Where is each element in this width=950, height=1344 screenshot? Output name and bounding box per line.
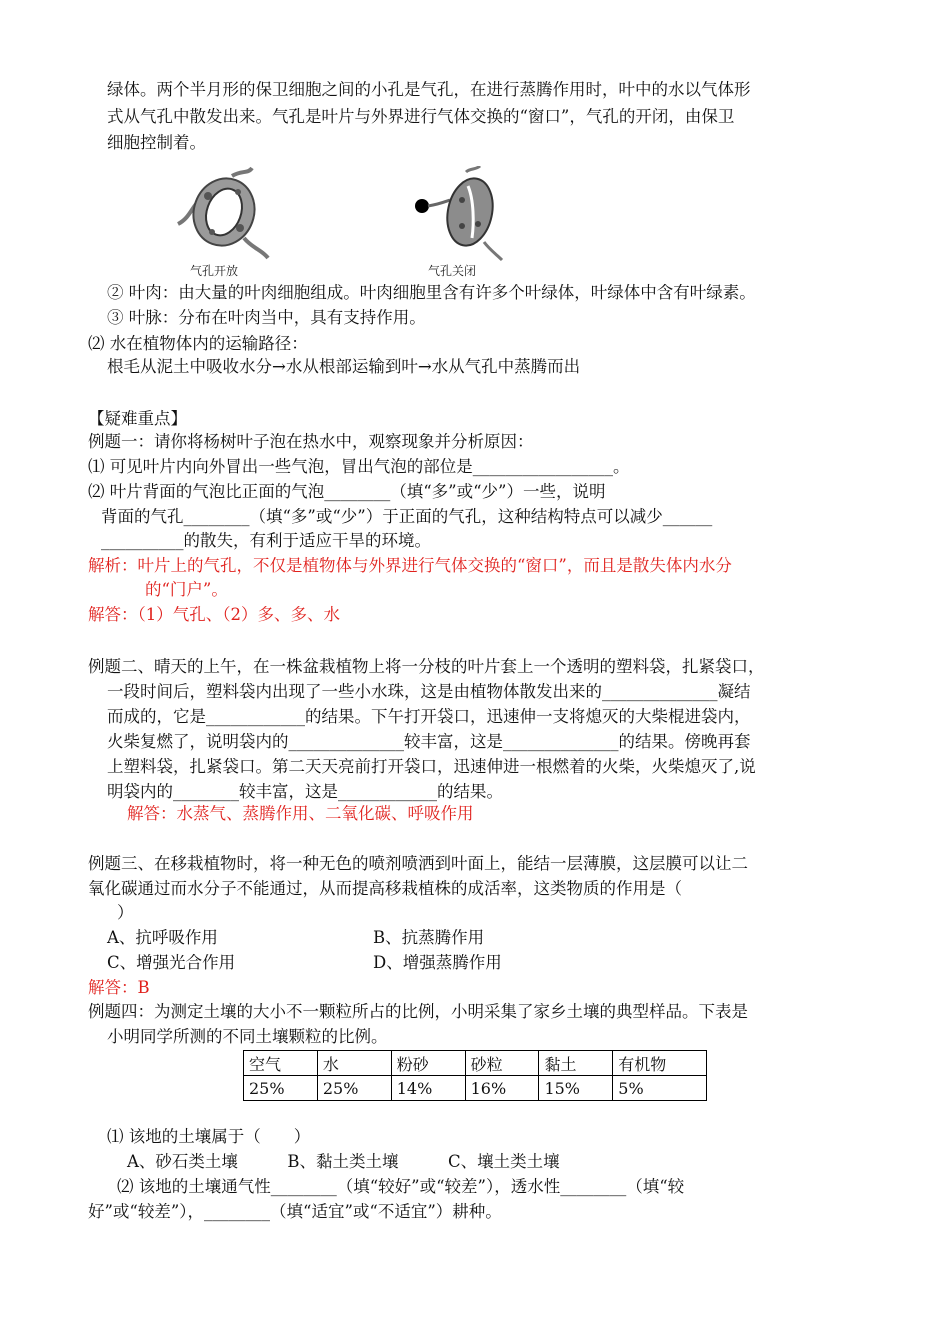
stomata-open-caption: 气孔开放 [190,264,239,278]
ex1-sub-1: ⑴ 可见叶片内向外冒出一些气泡，冒出气泡的部位是_________________。 [88,457,630,476]
table-cell: 16% [465,1076,539,1101]
intro-line-3: 细胞控制着。 [107,133,206,152]
ex4-question-1: ⑴ 该地的土壤属于（ ） [107,1127,311,1146]
section-title: 【疑难重点】 [88,409,187,428]
ex3-line-1: 例题三、在移栽植物时，将一种无色的喷剂喷洒到叶面上，能结一层薄膜，这层膜可以让二 [88,854,748,873]
ex3-option-c: C、增强光合作用 [107,953,236,972]
ex3-option-d: D、增强蒸腾作用 [373,953,502,972]
table-cell: 25% [317,1076,391,1101]
stomata-closed-figure [410,166,520,262]
ex3-option-b: B、抗蒸腾作用 [373,928,485,947]
table-cell: 14% [391,1076,465,1101]
table-header-cell: 粉砂 [391,1051,465,1076]
ex2-line-6: 明袋内的________较丰富，这是____________的结果。 [107,782,503,801]
ex1-answer: 解答：（1）气孔、（2）多、多、水 [88,605,340,624]
ex2-answer: 解答：水蒸气、蒸腾作用、二氧化碳、呼吸作用 [127,804,474,823]
ex3-line-3: ） [117,903,134,922]
ex2-line-5: 上塑料袋，扎紧袋口。第二天天亮前打开袋口，迅速伸进一根燃着的火柴，火柴熄灭了,说 [107,757,756,776]
ex2-line-4: 火柴复燃了，说明袋内的______________较丰富，这是______________的结果。傍晚再套 [107,732,751,751]
ex4-question-2a: ⑵ 该地的土壤通气性________（填“较好”或“较差”），透水性________（填“较 [117,1177,685,1196]
ex1-sub-2c: __________的散失，有利于适应干旱的环境。 [101,531,431,550]
stomata-open-figure [172,166,282,262]
ex1-analysis-2: 的“门户”。 [145,580,228,599]
ex4-line-2: 小明同学所测的不同土壤颗粒的比例。 [107,1027,388,1046]
soil-particle-table [243,1050,707,1101]
table-cell: 15% [539,1076,613,1101]
ex3-line-2: 氧化碳通过而水分子不能通过，从而提高移栽植株的成活率，这类物质的作用是（ [88,879,682,898]
ex2-line-3: 而成的，它是____________的结果。下午打开袋口，迅速伸一支将熄灭的大柴棍进袋内， [107,707,751,726]
ex2-line-2: 一段时间后，塑料袋内出现了一些小水珠，这是由植物体散发出来的______________凝结 [107,682,751,701]
ex3-option-a: A、抗呼吸作用 [107,928,218,947]
point-vein: ③ 叶脉：分布在叶肉当中，具有支持作用。 [107,308,426,327]
water-path-heading: ⑵ 水在植物体内的运输路径： [88,334,308,353]
ex1-analysis-1: 解析：叶片上的气孔，不仅是植物体与外界进行气体交换的“窗口”，而且是散失体内水分 [88,556,732,575]
ex4-line-1: 例题四：为测定土壤的大小不一颗粒所占的比例，小明采集了家乡土壤的典型样品。下表是 [88,1002,748,1021]
intro-line-2: 式从气孔中散发出来。气孔是叶片与外界进行气体交换的“窗口”，气孔的开闭，由保卫 [107,107,735,126]
table-header-cell: 水 [317,1051,391,1076]
water-path: 根毛从泥土中吸收水分→水从根部运输到叶→水从气孔中蒸腾而出 [107,357,581,376]
table-row [244,1076,707,1101]
ex1-question: 例题一：请你将杨树叶子泡在热水中，观察现象并分析原因： [88,432,534,451]
table-header-row [244,1051,707,1076]
stomata-closed-caption: 气孔关闭 [428,264,477,278]
table-header-cell: 砂粒 [465,1051,539,1076]
table-header-cell: 空气 [244,1051,318,1076]
point-mesophyll: ② 叶肉：由大量的叶肉细胞组成。叶肉细胞里含有许多个叶绿体，叶绿体中含有叶绿素。 [107,283,756,302]
ex4-question-1-options: A、砂石类土壤 B、黏土类土壤 C、壤土类土壤 [127,1152,560,1171]
ex4-question-2b: 好”或“较差”），________（填“适宜”或“不适宜”）耕种。 [88,1202,502,1221]
ex1-sub-2b: 背面的气孔________（填“多”或“少”）于正面的气孔，这种结构特点可以减少______ [101,507,713,526]
table-header-cell: 黏土 [539,1051,613,1076]
table-cell: 25% [244,1076,318,1101]
intro-line-1: 绿体。两个半月形的保卫细胞之间的小孔是气孔，在进行蒸腾作用时，叶中的水以气体形 [107,80,751,99]
ex1-sub-2a: ⑵ 叶片背面的气泡比正面的气泡________（填“多”或“少”）一些，说明 [88,482,606,501]
ex3-answer: 解答：B [88,978,150,997]
table-cell: 5% [613,1076,707,1101]
table-header-cell: 有机物 [613,1051,707,1076]
ex2-line-1: 例题二、晴天的上午，在一株盆栽植物上将一分枝的叶片套上一个透明的塑料袋，扎紧袋口， [88,657,765,676]
